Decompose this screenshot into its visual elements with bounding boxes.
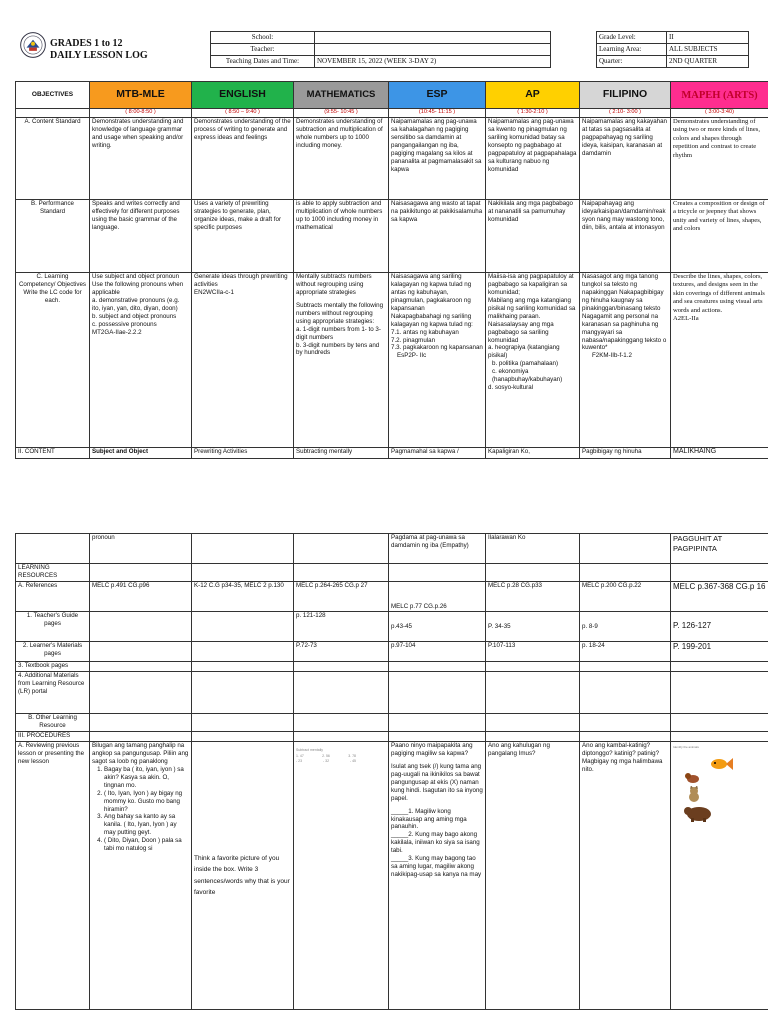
lc-filipino-code: F2KM-IIb-f-1.2 — [592, 352, 632, 360]
lc-mtb-line: c. possessive pronouns — [92, 320, 157, 328]
content-standard-filipino: Naipamamalas ang kakayahan at tatas sa pagsasalita at pagpapahayag ng sariling ideya, kaisipan, karanasan at damdamin — [580, 118, 671, 200]
row-label-learning-competency: C. Learning Competency/ Objectives Write the LC code for each. — [16, 273, 90, 448]
cat-icon — [687, 786, 701, 802]
row-label-reviewing: A. Reviewing previous lesson or presenting the new lesson — [16, 742, 90, 1010]
review-ap: Ano ang kahulugan ng pangalang Imus? — [486, 742, 580, 1010]
lc-math-line: a. 1-digit numbers from 1- to 3-digit numbers — [296, 325, 381, 341]
lc-mtb-line: Use subject and object pronoun — [92, 273, 180, 280]
review-esp-line: _____1. Magiliw kong kinakausap ang aming mga panauhin. — [391, 807, 467, 831]
review-mtb — [90, 742, 192, 1010]
lesson-log-table-continued — [15, 533, 768, 1010]
lm-mapeh: P. 199-201 — [671, 642, 768, 662]
subject-header-mtb: MTB-MLE — [90, 82, 192, 109]
time-esp: (10:45- 11:15 ) — [389, 109, 486, 118]
row-label-content: II. CONTENT — [16, 448, 90, 459]
row-label-teachers-guide: 1. Teacher's Guide pages — [16, 612, 90, 642]
grade-label: Grade Level: — [597, 32, 667, 44]
content-mtb: Subject and Object — [90, 448, 192, 459]
lc-mtb — [90, 273, 192, 448]
area-label: Learning Area: — [597, 44, 667, 56]
content-standard-mtb: Demonstrates understanding and knowledge of language grammar and usage when speaking and/or writing. — [90, 118, 192, 200]
row-label-procedures: III. PROCEDURES — [16, 732, 90, 742]
document-title — [50, 38, 148, 62]
content-cont-filipino — [580, 534, 671, 564]
ref-math: MELC p.264-265 CG.p 27 — [294, 582, 389, 612]
lc-esp-line: 7.2. pinagmulan — [391, 336, 436, 344]
lc-esp-line: 7.1. antas ng kabuhayan — [391, 328, 459, 336]
review-english-text: Think a favorite picture of you inside the box. Write 3 sentences/words why that is your favorite — [194, 855, 290, 896]
tg-ap: P. 34-35 — [486, 612, 580, 642]
header-info-table — [210, 31, 749, 68]
content-ap: Kapaligiran Ko, — [486, 448, 580, 459]
review-mapeh — [671, 742, 768, 1010]
lc-esp — [389, 273, 486, 448]
time-mtb: ( 8:00-8:50 ) — [90, 109, 192, 118]
goldfish-icon — [709, 756, 733, 772]
content-cont-math — [294, 534, 389, 564]
content-esp: Pagmamahal sa kapwa / — [389, 448, 486, 459]
lesson-log-table — [15, 81, 768, 459]
row-label-performance-standard: B. Performance Standard — [16, 200, 90, 273]
ref-esp: MELC p.77 CG.p.26 — [389, 582, 486, 612]
school-label: School: — [211, 32, 315, 44]
content-cont-english — [192, 534, 294, 564]
subject-header-english: ENGLISH — [192, 82, 294, 109]
subject-header-ap: AP — [486, 82, 580, 109]
lc-math — [294, 273, 389, 448]
time-math: (9:55- 10:45 ) — [294, 109, 389, 118]
area-value: ALL SUBJECTS — [667, 44, 749, 56]
content-standard-esp: Naipamamalas ang pag-unawa sa kahalagahan ng pagiging sensitibo sa damdamin at pangangailangan ng iba, pagiging magalang sa kilos at pananalita at pagmamalasakit sa kapwa — [389, 118, 486, 200]
review-mtb-item: 2. ( Ito, Iyan, Iyon ) ay bigay ng mommy ko. Gusto mo bang hiramin? — [104, 790, 189, 814]
grade-value: II — [667, 32, 749, 44]
tg-esp: p.43-45 — [389, 612, 486, 642]
time-english: ( 8:50 – 9:40 ) — [192, 109, 294, 118]
performance-standard-math: is able to apply subtraction and multiplication of whole numbers up to 1000 including money in mathematical — [294, 200, 389, 273]
title-line1: GRADES 1 to 12 — [50, 38, 123, 49]
math-mini-num: - 32 — [322, 759, 330, 764]
ref-mapeh: MELC p.367-368 CG.p 16 — [671, 582, 768, 612]
review-mtb-intro: Bilugan ang tamang panghalip na angkop sa pangungusap. Piliin ang sagot sa loob ng panaklong — [92, 742, 189, 765]
review-english — [192, 742, 294, 1010]
lc-mapeh-line: Describe the lines, shapes, colors, textures, and designs seen in the skin coverings of different animals and sea creatures using visual arts words and actions. — [673, 273, 765, 314]
time-mapeh: ( 3:00-3:40) — [671, 109, 768, 118]
lc-ap-line: Naisasalaysay ang mga pagbabago sa sariling komunidad — [488, 320, 554, 344]
lm-ap: P.107-113 — [486, 642, 580, 662]
ref-filipino: MELC p.200 CG.p.22 — [580, 582, 671, 612]
mapeh-mini-caption: Identify the animals — [673, 745, 699, 749]
row-label-additional-materials: 4. Additional Materials from Learning Resource (LR) portal — [16, 672, 90, 714]
tg-math: p. 121-128 — [294, 612, 389, 642]
lc-english-code: EN2WCIIa-c-1 — [194, 288, 234, 296]
bear-icon — [683, 804, 713, 822]
content-standard-english: Demonstrates understanding of the process of writing to generate and express ideas and feelings — [192, 118, 294, 200]
ref-mtb: MELC p.491 CG.p96 — [90, 582, 192, 612]
lc-ap-line: b. politika (pamahalaan) — [492, 360, 559, 368]
lc-math-line: Mentally subtracts numbers without regrouping using appropriate strategies — [296, 273, 372, 296]
lm-english — [192, 642, 294, 662]
content-math: Subtracting mentally — [294, 448, 389, 459]
lc-mapeh — [671, 273, 768, 448]
tg-mtb — [90, 612, 192, 642]
dates-label: Teaching Dates and Time: — [211, 56, 315, 68]
lc-ap-line: a. heograpiya (katangiang pisikal) — [488, 344, 560, 360]
tg-mapeh: P. 126-127 — [671, 612, 768, 642]
performance-standard-filipino: Naipapahayag ang ideya/kaisipan/damdamin/reaksyon nang may wastong tono, diin, bilis, antala at intonasyon — [580, 200, 671, 273]
row-label-references: A. References — [16, 582, 90, 612]
lm-esp: p.97-104 — [389, 642, 486, 662]
content-standard-ap: Naipamamalas ang pag-unawa sa kwento ng pinagmulan ng sariling komunidad batay sa konsepto ng pagbabago at pagpapatuloy at pagpapahalaga sa kulturang nabuo ng komunidad — [486, 118, 580, 200]
lc-english-line: Generate ideas through prewriting activities — [194, 273, 288, 288]
math-mini-num: 2. 56 — [322, 753, 330, 758]
lc-math-line: b. 3-digit numbers by tens and by hundreds — [296, 341, 380, 357]
review-math — [294, 742, 389, 1010]
subject-header-mapeh: MAPEH (ARTS) — [671, 82, 768, 109]
lc-ap-line: Maiisa-isa ang pagpapatuloy at pagbabago sa kapaligiran sa komunidad; — [488, 273, 574, 296]
subject-header-filipino: FILIPINO — [580, 82, 671, 109]
math-mini-num: 3. 78 — [348, 753, 356, 758]
school-value — [315, 32, 551, 44]
performance-standard-esp: Naisasagawa ang wasto at tapat na pakikitungo at pakikisalamuha sa kapwa — [389, 200, 486, 273]
objectives-header: OBJECTIVES — [16, 82, 90, 109]
teacher-value — [315, 44, 551, 56]
lc-ap-line: d. sosyo-kultural — [488, 384, 534, 392]
performance-standard-ap: Nakikilala ang mga pagbabago at nananatili sa pamumuhay komunidad — [486, 200, 580, 273]
lc-ap — [486, 273, 580, 448]
ref-ap: MELC p.28 CG.p33 — [486, 582, 580, 612]
time-filipino: ( 2:10- 3:00 ) — [580, 109, 671, 118]
math-mini-num: - 23 — [296, 759, 303, 764]
lm-filipino: p. 18-24 — [580, 642, 671, 662]
dog-icon — [685, 772, 701, 784]
title-line2: DAILY LESSON LOG — [50, 50, 148, 61]
lc-esp-line: Naisasagawa ang sariling kalagayan ng kapwa tulad ng antas ng kabuhayan, pinagmulan, pagkakaroon ng kapansanan — [391, 273, 472, 312]
row-label-learning-resources: LEARNING RESOURCES — [16, 564, 90, 582]
subject-header-math: MATHEMATICS — [294, 82, 389, 109]
lc-esp-line: 7.3. pagkakaroon ng kapansanan — [391, 344, 483, 352]
content-standard-math: Demonstrates understanding of subtraction and multiplication of whole numbers up to 1000 including money. — [294, 118, 389, 200]
lc-mtb-line: Use the following pronouns when applicable — [92, 280, 184, 296]
lc-ap-line: Mabilang ang mga katangiang pisikal ng sariling komunidad sa malikhaing paraan. — [488, 296, 576, 320]
content-filipino: Pagbibigay ng hinuha — [580, 448, 671, 459]
quarter-label: Quarter: — [597, 56, 667, 68]
review-esp-line: _____3. Kung may bagong tao sa aming lugar, magiliw akong nakikipag-usap sa kanya na may — [391, 855, 482, 879]
teacher-label: Teacher: — [211, 44, 315, 56]
lc-filipino — [580, 273, 671, 448]
math-mini-num: - 45 — [349, 759, 356, 764]
dates-value: NOVEMBER 15, 2022 (WEEK 3-DAY 2) — [315, 56, 551, 68]
row-label-content-standard: A. Content Standard — [16, 118, 90, 200]
lc-mapeh-code: A2EL-IIa — [673, 315, 699, 323]
lc-mtb-line: a. demonstrative pronouns (e.g. ito, iyan, yan, dito, diyan, doon) — [92, 296, 180, 312]
deped-seal-icon — [20, 32, 46, 58]
quarter-value: 2ND QUARTER — [667, 56, 749, 68]
review-filipino: Ano ang kambal-katinig? diptonggo? katinig? patinig? Magbigay ng mga halimbawa nito. — [580, 742, 671, 1010]
lc-math-line: Subtracts mentally the following numbers without regrouping using appropriate strategies: — [296, 301, 384, 325]
lc-filipino-line: Nasasagot ang mga tanong tungkol sa teksto ng napakinggan Nakapagbibigay ng hinuha kaugnay sa pinakinggan/binasang teksto — [582, 273, 664, 312]
content-cont-mtb: pronoun — [90, 534, 192, 564]
lc-ap-line: c. ekonomiya (hanapbuhay/kabuhayan) — [492, 368, 563, 384]
review-esp-line: Paano ninyo maipapakita ang pagiging magiliw sa kapwa? — [391, 742, 473, 757]
row-label-textbook: 3. Textbook pages — [16, 662, 90, 672]
review-mtb-item: 3. Ang bahay sa kanto ay sa kanila. ( Ito, Iyan, Iyon ) ay may putting geyt. — [104, 813, 189, 837]
ref-english: K-12 C.G p34-35, MELC 2 p.130 — [192, 582, 294, 612]
subject-header-esp: ESP — [389, 82, 486, 109]
content-cont-esp: Pagdama at pag-unawa sa damdamin ng iba (Empathy) — [389, 534, 486, 564]
tg-english — [192, 612, 294, 642]
lc-filipino-line: Nagagamit ang personal na karanasan sa paghinuha ng mangyayari sa nabasa/napakinggang teksto o kuwento* — [582, 312, 667, 352]
lc-mtb-line: b. subject and object pronouns — [92, 312, 177, 320]
lc-esp-code: EsP2P- IIc — [397, 352, 427, 360]
review-esp-line: Isulat ang tsek (/) kung tama ang pag-uugali na ikinikilos sa bawat pangungusap at ekis (X) naman kung hindi. Isagutan ito sa inyong papel. — [391, 762, 483, 802]
performance-standard-mtb: Speaks and writes correctly and effectively for different purposes using the basic grammar of the language. — [90, 200, 192, 273]
content-cont-mapeh: PAGGUHIT AT PAGPIPINTA — [671, 534, 768, 564]
tg-filipino: p. 8-9 — [580, 612, 671, 642]
content-cont-label — [16, 534, 90, 564]
lc-esp-line: Nakapagbabahagi ng sariling kalagayan ng kapwa tulad ng: — [391, 312, 473, 328]
lc-mtb-code: MT2GA-IIae-2.2.2 — [92, 328, 142, 336]
math-mini-title: Subtract mentally — [296, 748, 324, 752]
row-label-learners-materials: 2. Learner's Materials pages — [16, 642, 90, 662]
lm-math: P.72-73 — [294, 642, 389, 662]
review-esp — [389, 742, 486, 1010]
row-label-other-resources: B. Other Learning Resource — [16, 714, 90, 732]
content-mapeh: MALIKHAING — [671, 448, 768, 459]
review-mtb-item: 4. ( Dito, Diyan, Doon ) pala sa tabi mo natulog si — [104, 837, 189, 853]
content-english: Prewriting Activities — [192, 448, 294, 459]
time-blank — [16, 109, 90, 118]
lm-mtb — [90, 642, 192, 662]
math-mini-worksheet — [296, 748, 386, 765]
lc-english — [192, 273, 294, 448]
content-cont-ap: Ilalarawan Ko — [486, 534, 580, 564]
review-esp-line: _____2. Kung may bago akong kakilala, iniiwan ko siya sa isang tabi. — [391, 831, 480, 855]
content-standard-mapeh: Demonstrates understanding of using two or more kinds of lines, colors and shapes through repetition and contrast to create rhythm — [671, 118, 768, 200]
time-ap: ( 1:30-2:10 ) — [486, 109, 580, 118]
performance-standard-mapeh: Creates a composition or design of a tricycle or jeepney that shows unity and variety of lines, shapes, and colors — [671, 200, 768, 273]
math-mini-num: 1. 47 — [296, 753, 304, 758]
review-mtb-item: 1. Bagay ba ( ito, iyan, iyon ) sa akin? Kasya sa akin. O, tingnan mo. — [104, 766, 189, 790]
performance-standard-english: Uses a variety of prewriting strategies to generate, plan, organize ideas, make a draft for specific purposes — [192, 200, 294, 273]
review-mtb-list — [92, 766, 189, 853]
